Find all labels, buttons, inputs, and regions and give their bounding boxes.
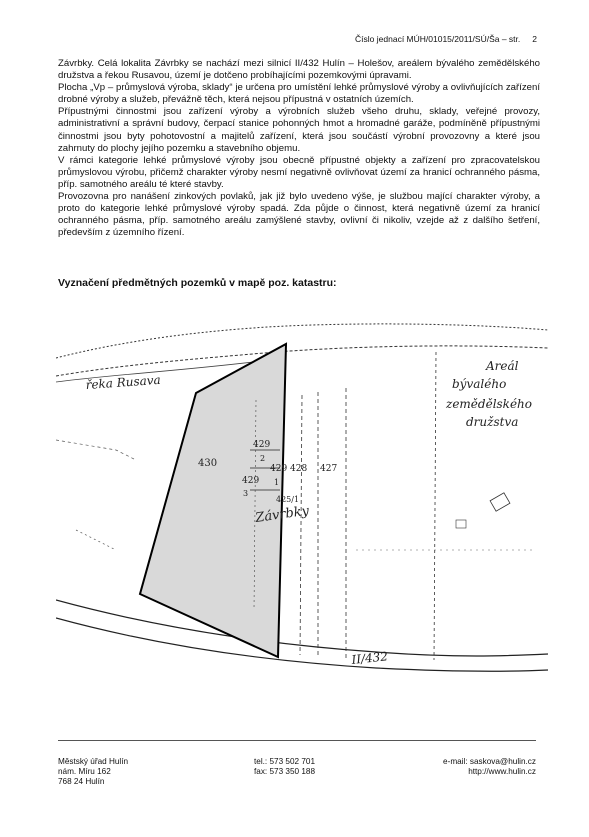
- parcel-number: 429: [242, 476, 260, 486]
- paragraph: Provozovna pro nanášení zinkových povlaků, jak již bylo uvedeno výše, je službou mající charakter výroby, a proto do kategorie lehké průmyslové výroby spadá. Zda půjde o činnost, která negativně území za hranicí ochranného pásma, příp. samotného areálu zamýšlené stavby, ovlivní či nikoliv, vzejde až z dalšího šetření, především z územního řízení.: [58, 191, 540, 239]
- page-number: 2: [532, 34, 537, 44]
- letterhead-footer: [58, 740, 536, 786]
- road-line-upper: [56, 600, 548, 656]
- paragraph: V rámci kategorie lehké průmyslové výroby jsou obecně přípustné objekty a zařízení pro zpracovatelskou průmyslovou výrobu, přičemž charakter výroby nesmí negativně ovlivňovat území za hranicí ochranného pásma, příp. samotného areálu té které stavby.: [58, 154, 540, 190]
- parcel-number: 429: [270, 464, 288, 474]
- paragraph: Závrbky. Celá lokalita Závrbky se nachází mezi silnicí II/432 Hulín – Holešov, areálem bývalého zemědělského družstva a řekou Rusavou, území je dotčeno probíhajícími pozemkovými úpravami.: [58, 58, 540, 82]
- footer-phones: [254, 757, 315, 777]
- parcel-number: 429: [253, 440, 271, 450]
- road-label: II/432: [350, 649, 389, 667]
- paragraph: Plocha „Vp – průmyslová výroba, sklady“ je určena pro umístění lehké průmyslové výroby a ovlivňujících zařízení drobné výroby a služeb, převážně těch, která nejsou přípustná v ostatních územích.: [58, 82, 540, 106]
- map-caption: Vyznačení předmětných pozemků v mapě poz. katastru:: [58, 277, 337, 289]
- parcel-number: 430: [198, 458, 218, 469]
- office-street: nám. Míru 162: [58, 767, 111, 776]
- river-label: řeka Rusava: [85, 372, 162, 392]
- parcel-divider: [434, 352, 436, 660]
- parcel-number: 1: [274, 478, 280, 487]
- area-label: družstva: [466, 415, 519, 429]
- road-line-lower: [56, 618, 548, 671]
- area-label: Areál: [486, 359, 519, 373]
- fax-number: fax: 573 350 188: [254, 767, 316, 776]
- parcel-divider: [56, 440, 136, 460]
- parcel-divider: [300, 395, 302, 655]
- body-text: [58, 58, 540, 239]
- river-bank-lower: [56, 346, 548, 376]
- parcel-divider: [76, 530, 116, 550]
- building-symbol: [490, 493, 510, 511]
- parcel-number: 425/1: [276, 495, 300, 504]
- parcel-number: 427: [320, 464, 338, 474]
- parcel-number: 428: [290, 464, 308, 474]
- document-reference-header: [355, 34, 537, 44]
- footer-address: [58, 757, 128, 787]
- area-label: bývalého: [452, 377, 507, 391]
- cadastral-map: [56, 300, 548, 708]
- building-symbol: [456, 520, 466, 528]
- email-link[interactable]: e-mail: saskova@hulin.cz: [443, 757, 536, 766]
- river-bank-upper: [56, 324, 548, 358]
- area-label: zemědělského: [446, 397, 533, 411]
- locality-label: Závrbky: [254, 503, 310, 526]
- paragraph: Přípustnými činnostmi jsou zařízení výroby a výrobních služeb všeho druhu, sklady, veřejné provozy, administrativní a správní budovy, čerpací stanice pohonných hmot a hromadné garáže, podmíněně přípustnými činnostmi jsou byty pohotovostní a majitelů zařízení, která jsou součástí výrobní provozovny a které jsou zahrnuty do plochy jejího pozemku a stavebního objemu.: [58, 106, 540, 154]
- phone-number: tel.: 573 502 701: [254, 757, 316, 766]
- reference-number: Číslo jednací MÚH/01015/2011/SÚ/Ša – str.: [355, 34, 521, 44]
- footer-contact: [443, 757, 536, 777]
- office-city: 768 24 Hulín: [58, 777, 105, 786]
- highlighted-parcel: [140, 344, 286, 657]
- office-name: Městský úřad Hulín: [58, 757, 129, 766]
- website-link[interactable]: http://www.hulin.cz: [468, 767, 536, 776]
- parcel-number: 3: [243, 489, 249, 498]
- parcel-number: 2: [260, 454, 266, 463]
